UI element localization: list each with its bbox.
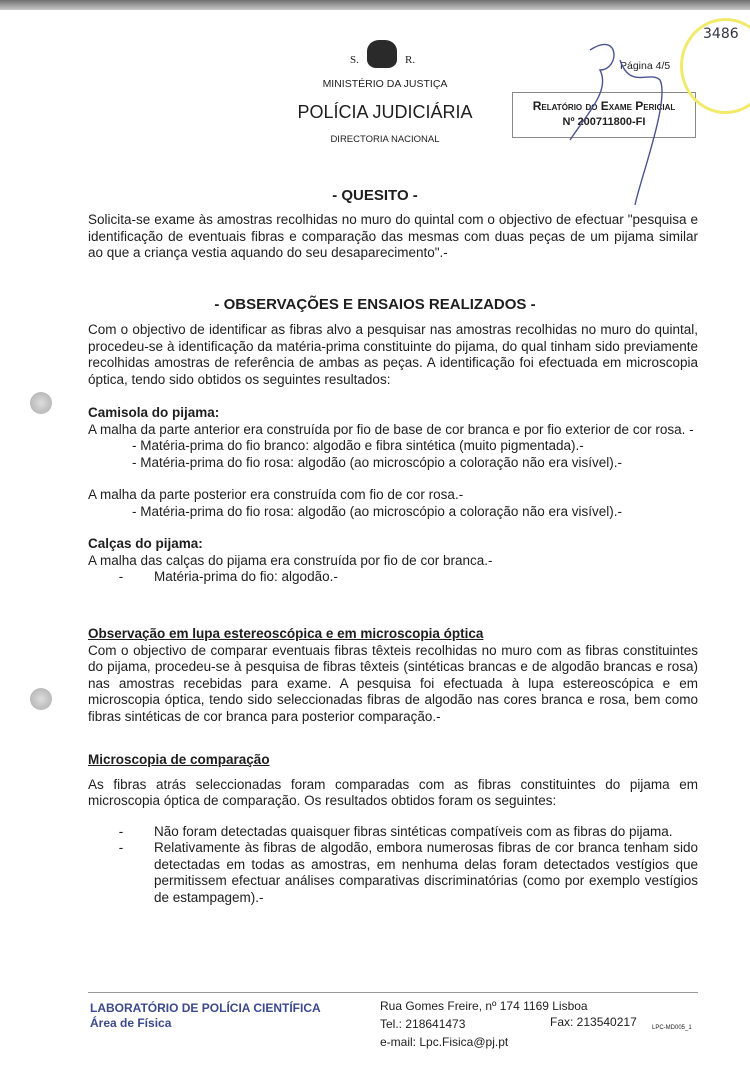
telephone: Tel.: 218641473 <box>380 1017 466 1031</box>
seal-right: R. <box>405 54 416 66</box>
calcas-title: Calças do pijama: <box>88 536 203 551</box>
lab-area: Área de Física <box>90 1016 172 1030</box>
posterior-text: A malha da parte posterior era construída com fio de cor rosa.- <box>88 487 464 502</box>
seal-left: S. <box>350 54 359 66</box>
comparacao-title: Microscopia de comparação <box>88 752 270 767</box>
scan-edge <box>0 0 750 10</box>
org-title: POLÍCIA JUDICIÁRIA <box>297 102 473 122</box>
form-code: LPC-MD005_1 <box>652 1025 692 1031</box>
address: Rua Gomes Freire, nº 174 1169 Lisboa <box>380 999 588 1013</box>
camisola-section <box>88 405 698 586</box>
punch-hole <box>30 392 52 414</box>
list-item: - Matéria-prima do fio rosa: algodão (ao microscópio a coloração não era visível).- <box>132 454 622 470</box>
observacoes-title: - OBSERVAÇÕES E ENSAIOS REALIZADOS - <box>214 296 536 313</box>
quesito-text: Solicita-se exame às amostras recolhidas no muro do quintal com o objectivo de efectuar "pesquisa e identificação de eventuais fibras e comparação das mesmas com duas peças de um pijama similar ao que a criança vestia aquando do seu desaparecimento".- <box>88 212 698 260</box>
list-item: - Matéria-prima do fio branco: algodão e fibra sintética (muito pigmentada).- <box>132 438 584 453</box>
list-dash: - <box>118 840 124 855</box>
quesito-title: - QUESITO - <box>332 187 418 204</box>
lab-name: LABORATÓRIO DE POLÍCIA CIENTÍFICA <box>90 1001 321 1015</box>
coat-of-arms-icon <box>367 40 397 68</box>
lupa-title: Observação em lupa estereoscópica e em microscopia óptica <box>88 626 484 641</box>
camisola-title: Camisola do pijama: <box>88 405 220 420</box>
fax: Fax: 213540217 <box>550 1015 637 1029</box>
list-item: Matéria-prima do fio: algodão.- <box>154 569 338 584</box>
list-item: Relativamente às fibras de algodão, embora numerosas fibras de cor branca tenham sido detectadas em todas as amostras, em nenhuma delas foram detectados vestígios que permitissem efectuar análises comparativas discriminatórias (como por exemplo vestígios de estampagem).- <box>154 840 698 905</box>
footer-lab <box>90 1001 321 1031</box>
page-number: Página 4/5 <box>620 60 671 72</box>
report-title: Relatório do Exame Pericial <box>532 99 676 113</box>
handwritten-number: 3486 <box>703 26 739 42</box>
observacoes-intro: Com o objectivo de identificar as fibras alvo a pesquisar nas amostras recolhidas no muro do quintal, procedeu-se à identificação da matéria-prima constituinte do pijama, do qual tinham sido previamente recolhidas amostras de referência de ambas as peças. A identificação foi efectuada em microscopia óptica, tendo sido obtidos os seguintes resultados: <box>88 322 698 387</box>
email: e-mail: Lpc.Fisica@pj.pt <box>380 1035 509 1049</box>
report-number: Nº 200711800-FI <box>562 116 646 128</box>
directorate: DIRECTORIA NACIONAL <box>330 134 440 145</box>
list-dash: - <box>118 823 124 839</box>
camisola-text: A malha da parte anterior era construída por fio de base de cor branca e por fio exterior de cor rosa. - <box>88 421 694 437</box>
list-item: - Matéria-prima do fio rosa: algodão (ao microscópio a coloração não era visível).- <box>132 503 622 519</box>
signature <box>560 30 700 210</box>
lupa-section <box>88 626 698 725</box>
comparacao-section <box>88 752 698 906</box>
punch-hole <box>30 688 52 710</box>
ministry: MINISTÉRIO DA JUSTIÇA <box>322 78 448 90</box>
comparacao-text: As fibras atrás seleccionadas foram comparadas com as fibras constituintes do pijama em microscopia óptica de comparação. Os resultados obtidos foram os seguintes: <box>88 776 698 808</box>
list-item: Não foram detectadas quaisquer fibras sintéticas compatíveis com as fibras do pijama. <box>154 823 673 839</box>
footer-divider <box>88 992 698 993</box>
lupa-text: Com o objectivo de comparar eventuais fibras têxteis recolhidas no muro com as fibras constituintes do pijama, procedeu-se à pesquisa de fibras têxteis (sintéticas brancas e de algodão brancas e rosa) nas amostras recebidas para exame. A pesquisa foi efectuada à lupa estereoscópica e em microscopia óptica, tendo sido seleccionadas fibras de algodão nas cores branca e rosa, bem como fibras sintéticas de cor branca para posterior comparação.- <box>88 642 698 724</box>
list-dash: - <box>118 569 124 584</box>
calcas-text: A malha das calças do pijama era construída por fio de cor branca.- <box>88 552 493 568</box>
